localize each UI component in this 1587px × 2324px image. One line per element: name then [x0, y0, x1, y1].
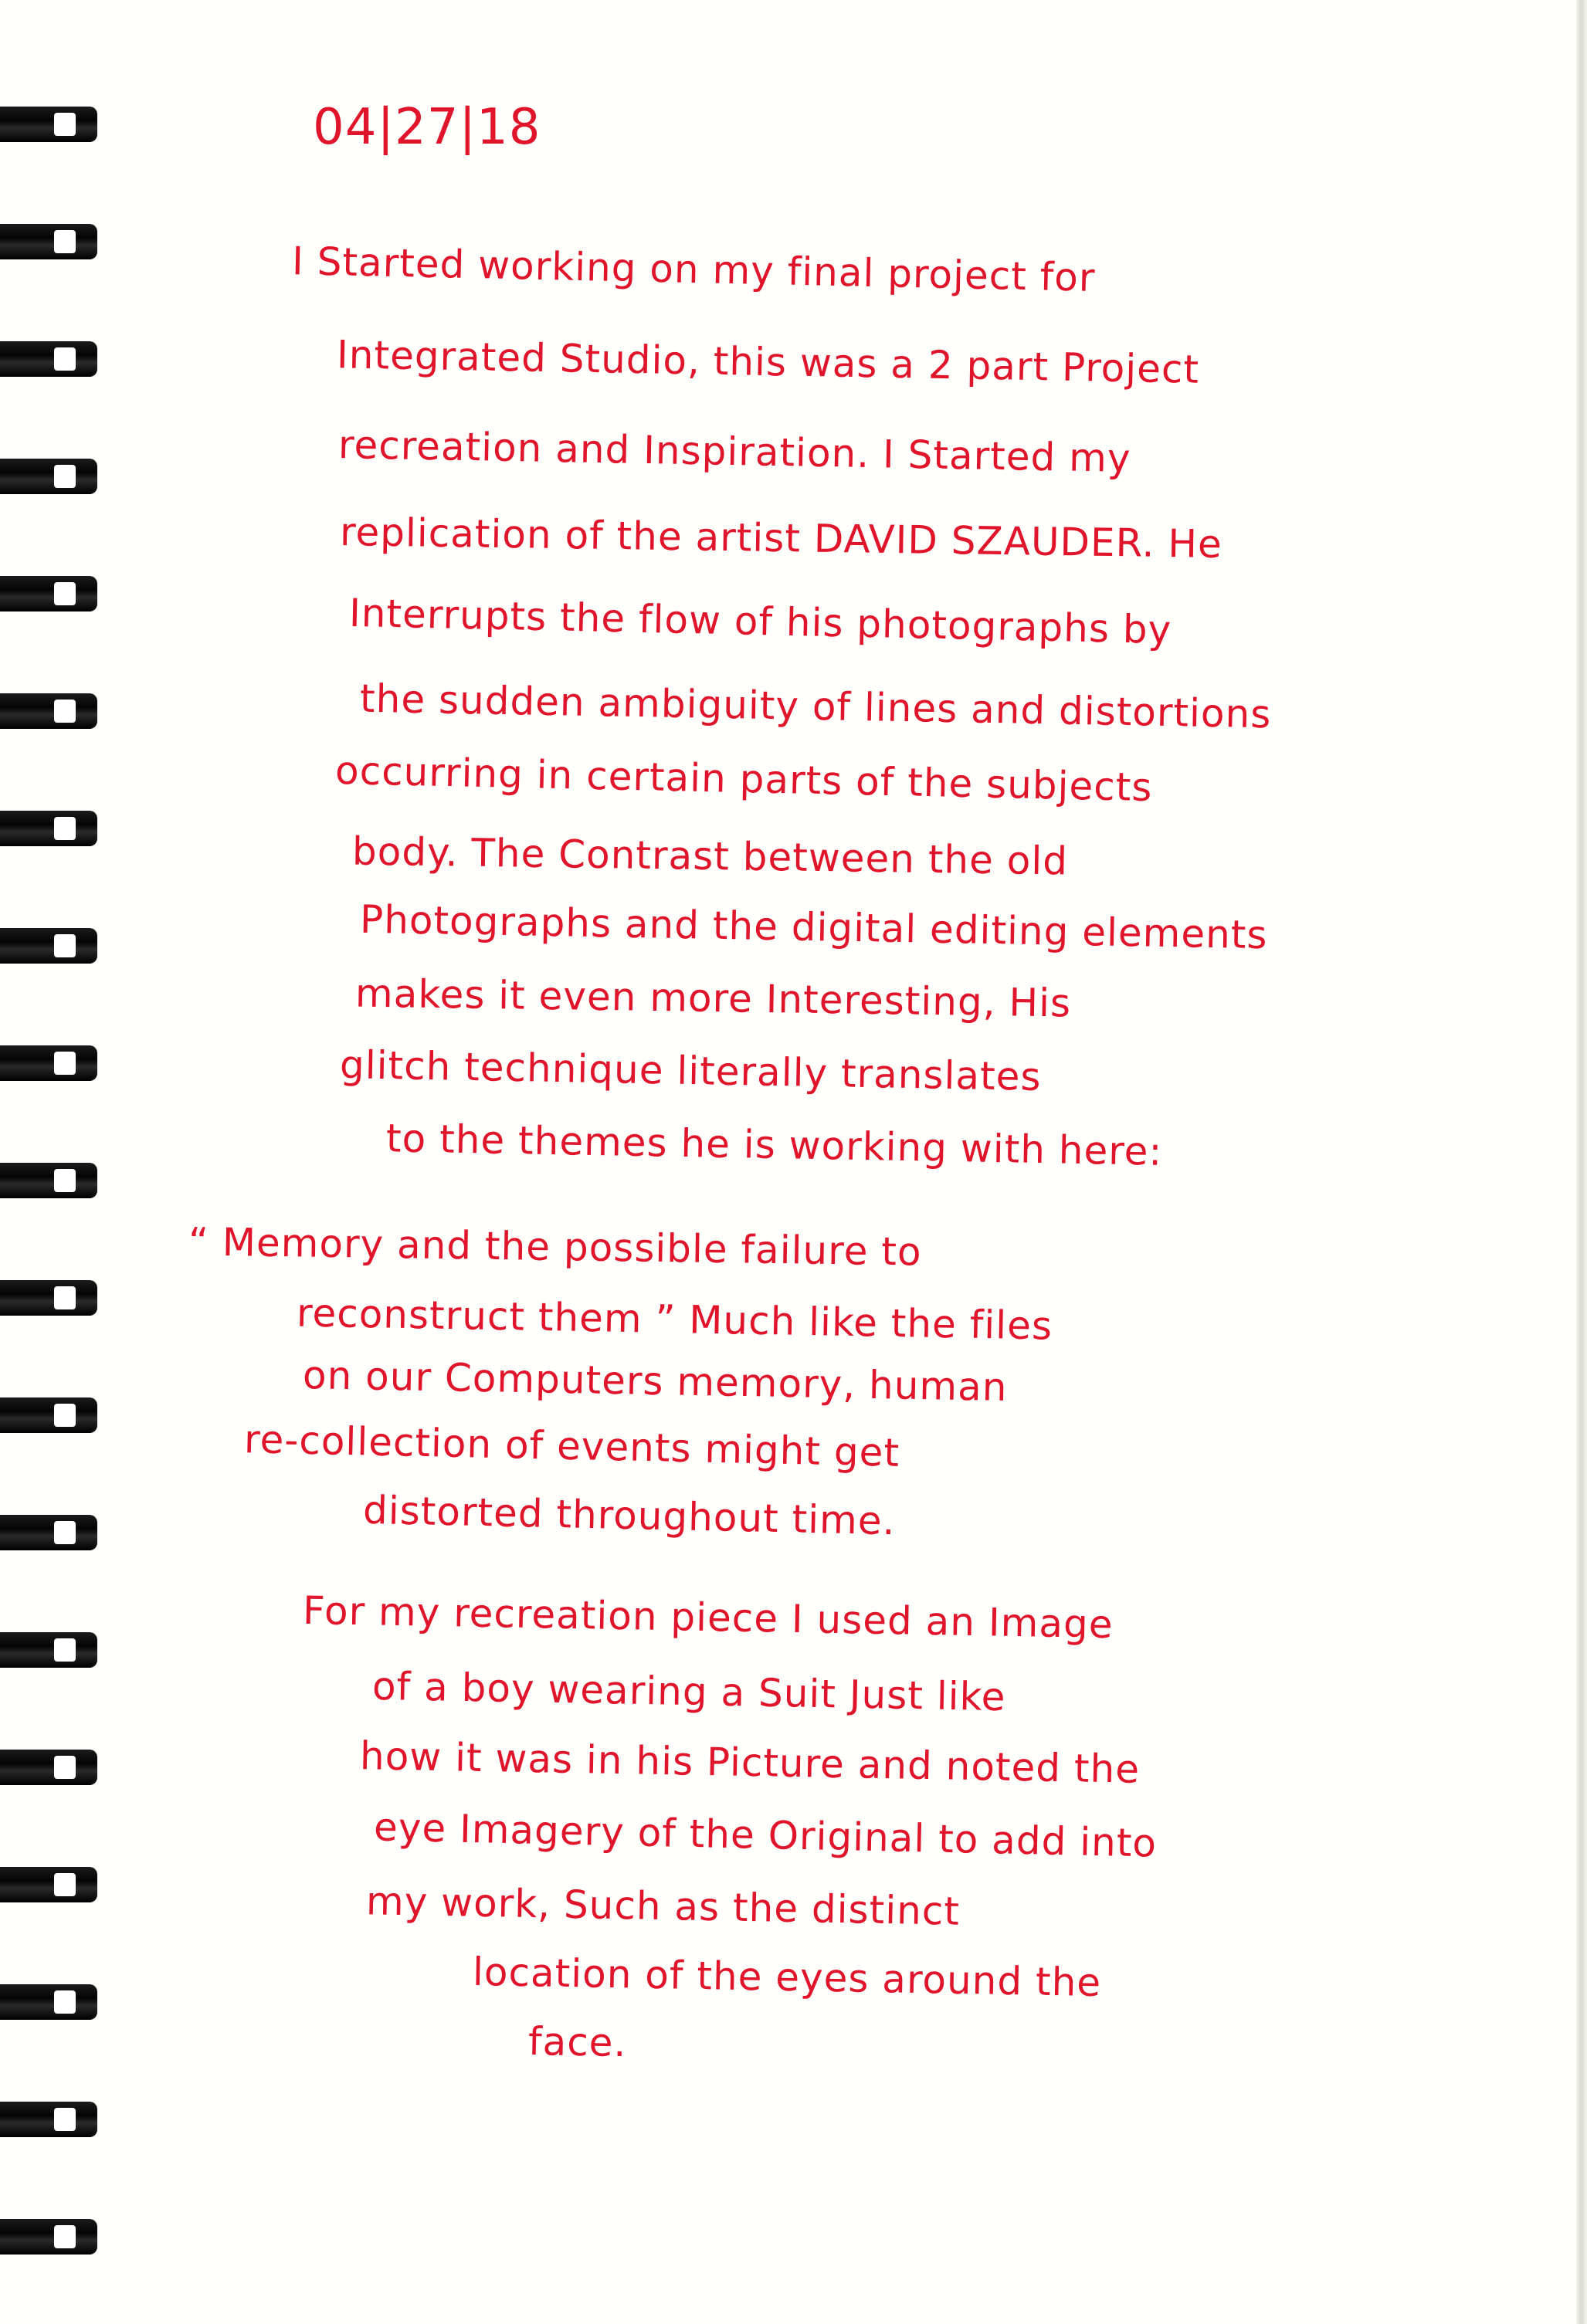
- text-line: body. The Contrast between the old: [351, 828, 1069, 884]
- spiral-ring: [0, 920, 97, 970]
- text-line: of a boy wearing a Suit Just like: [371, 1663, 1007, 1720]
- text-line: distorted throughout time.: [362, 1487, 897, 1544]
- text-line: re-collection of events might get: [243, 1417, 900, 1475]
- spiral-ring: [0, 1977, 97, 2026]
- text-line: the sudden ambiguity of lines and distortions: [359, 676, 1272, 737]
- text-line: reconstruct them ” Much like the files: [296, 1290, 1053, 1349]
- text-line: “ Memory and the possible failure to: [188, 1219, 922, 1275]
- text-line: glitch technique literally translates: [339, 1042, 1042, 1099]
- text-line: eye Imagery of the Original to add into: [373, 1804, 1158, 1866]
- text-line: I Started working on my final project for: [291, 239, 1097, 300]
- text-line: Interrupts the flow of his photographs by: [348, 590, 1172, 653]
- spiral-binding: [0, 0, 108, 2324]
- page-edge: [1576, 0, 1587, 2324]
- text-line: makes it even more Interesting, His: [354, 971, 1072, 1026]
- text-line: my work, Such as the distinct: [365, 1879, 961, 1934]
- spiral-ring: [0, 1272, 97, 1322]
- text-line: replication of the artist DAVID SZAUDER. He: [339, 510, 1223, 567]
- text-line: Integrated Studio, this was a 2 part Project: [336, 332, 1200, 392]
- spiral-ring: [0, 1507, 97, 1557]
- text-line: how it was in his Picture and noted the: [359, 1733, 1141, 1792]
- spiral-ring: [0, 2211, 97, 2261]
- text-line: face.: [527, 2018, 627, 2066]
- spiral-ring: [0, 686, 97, 735]
- spiral-ring: [0, 803, 97, 852]
- spiral-ring: [0, 1742, 97, 1791]
- text-line: to the themes he is working with here:: [385, 1116, 1163, 1174]
- spiral-ring: [0, 568, 97, 618]
- spiral-ring: [0, 1624, 97, 1674]
- spiral-ring: [0, 216, 97, 266]
- text-line: For my recreation piece I used an Image: [302, 1587, 1114, 1648]
- spiral-ring: [0, 334, 97, 383]
- spiral-ring: [0, 1038, 97, 1087]
- spiral-ring: [0, 1155, 97, 1204]
- text-line: recreation and Inspiration. I Started my: [337, 422, 1131, 481]
- text-line: occurring in certain parts of the subjects: [334, 747, 1154, 811]
- text-line: location of the eyes around the: [472, 1949, 1102, 2006]
- spiral-ring: [0, 2094, 97, 2143]
- spiral-ring: [0, 99, 97, 148]
- spiral-ring: [0, 1859, 97, 1909]
- spiral-ring: [0, 451, 97, 500]
- text-line: Photographs and the digital editing elements: [359, 896, 1268, 958]
- spiral-ring: [0, 1390, 97, 1439]
- entry-date: 04|27|18: [313, 99, 541, 156]
- text-line: on our Computers memory, human: [302, 1353, 1008, 1410]
